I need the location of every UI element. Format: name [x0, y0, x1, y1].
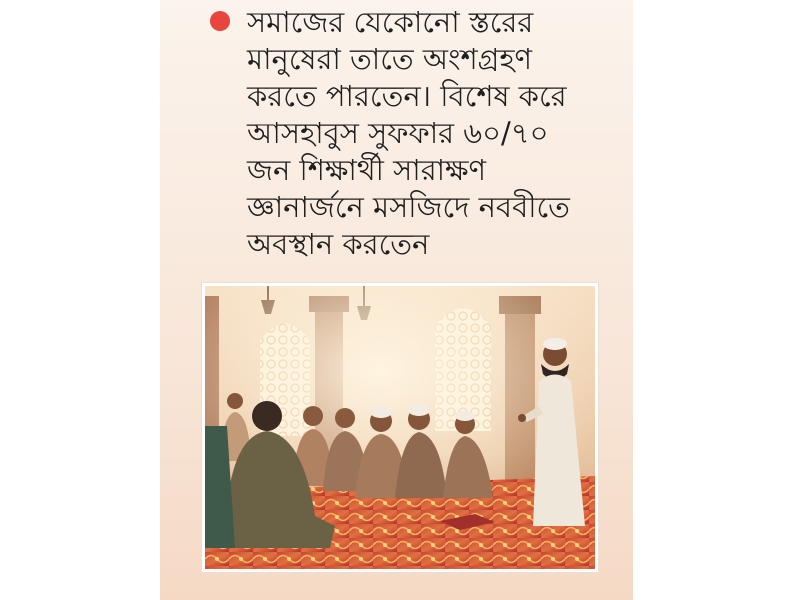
- caption-line: অবস্থান করতেন: [247, 227, 430, 261]
- mosque-illustration: [202, 283, 598, 572]
- caption-line: জন শিক্ষার্থী সারাক্ষণ: [247, 153, 487, 187]
- bullet-marker: [210, 11, 230, 31]
- caption-text: [247, 4, 617, 263]
- caption-line: সমাজের যেকোনো স্তরের: [247, 5, 534, 39]
- caption-line: জ্ঞানার্জনে মসজিদে নববীতে: [247, 190, 570, 224]
- caption-line: মানুষেরা তাতে অংশগ্রহণ: [247, 42, 533, 76]
- caption-line: আসহাবুস সুফফার ৬০/৭০: [247, 116, 549, 150]
- caption-line: করতে পারতেন। বিশেষ করে: [247, 79, 567, 113]
